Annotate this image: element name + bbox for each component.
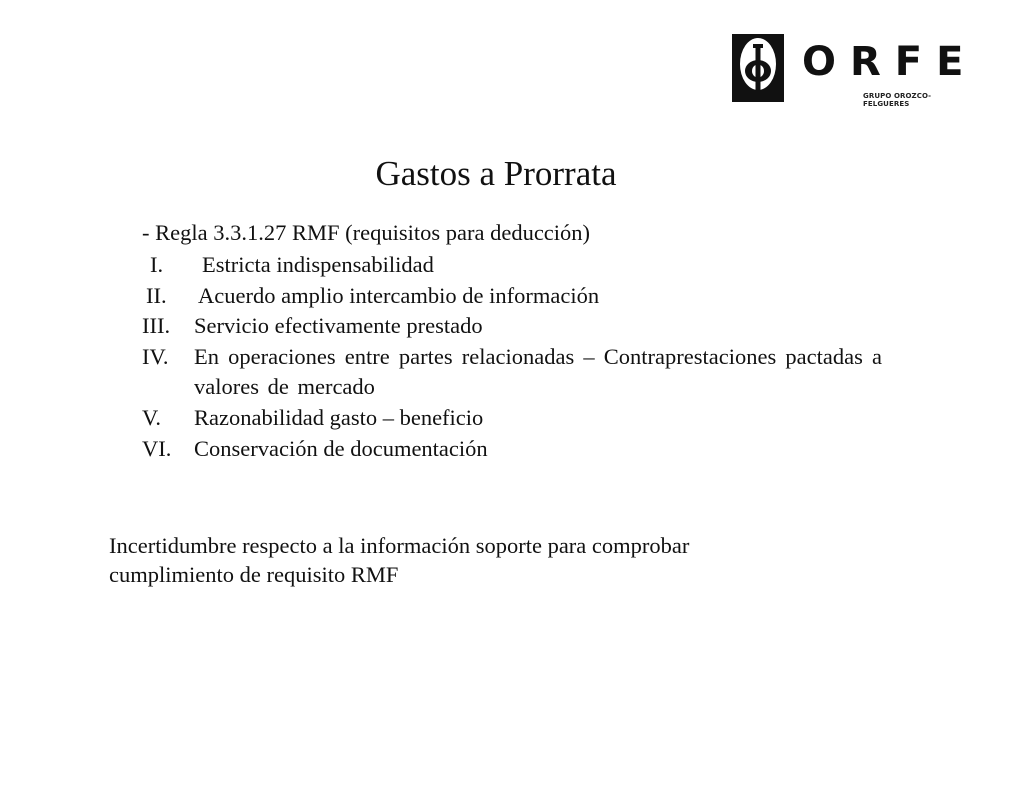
phi-emblem-icon xyxy=(732,34,784,102)
uncertainty-note: Incertidumbre respecto a la información soporte para comprobar cumplimiento de requisito RMF xyxy=(109,533,690,587)
requirement-text: Razonabilidad gasto – beneficio xyxy=(194,404,484,430)
requirement-text: En operaciones entre partes relacionadas – Contraprestaciones pactadas a valores de mercado xyxy=(194,343,882,400)
requirement-item-3 xyxy=(142,311,882,342)
company-logo xyxy=(732,34,978,108)
requirement-number: I. xyxy=(150,252,164,277)
slide-title: Gastos a Prorrata xyxy=(375,154,617,193)
requirement-text: Acuerdo amplio intercambio de información xyxy=(198,282,600,308)
requirement-item-6 xyxy=(142,434,882,465)
logo-wordmark: ORFE xyxy=(802,39,978,85)
requirement-item-1 xyxy=(142,250,882,281)
requirement-number: II. xyxy=(146,282,167,308)
requirement-number: IV. xyxy=(142,343,169,369)
requirement-text: Servicio efectivamente prestado xyxy=(194,313,483,339)
requirement-item-2 xyxy=(142,281,882,312)
requirement-number: III. xyxy=(142,313,171,339)
requirement-item-4 xyxy=(142,342,882,403)
requirements-list xyxy=(142,250,882,464)
logo-subtitle: GRUPO OROZCO-FELGUERES xyxy=(863,92,932,108)
requirement-item-5 xyxy=(142,403,882,434)
rule-reference: - Regla 3.3.1.27 RMF (requisitos para deducción) xyxy=(142,220,591,245)
requirement-number: VI. xyxy=(142,435,172,461)
requirement-number: V. xyxy=(142,404,161,430)
requirement-text: Estricta indispensabilidad xyxy=(202,252,434,277)
requirement-text: Conservación de documentación xyxy=(194,435,488,461)
